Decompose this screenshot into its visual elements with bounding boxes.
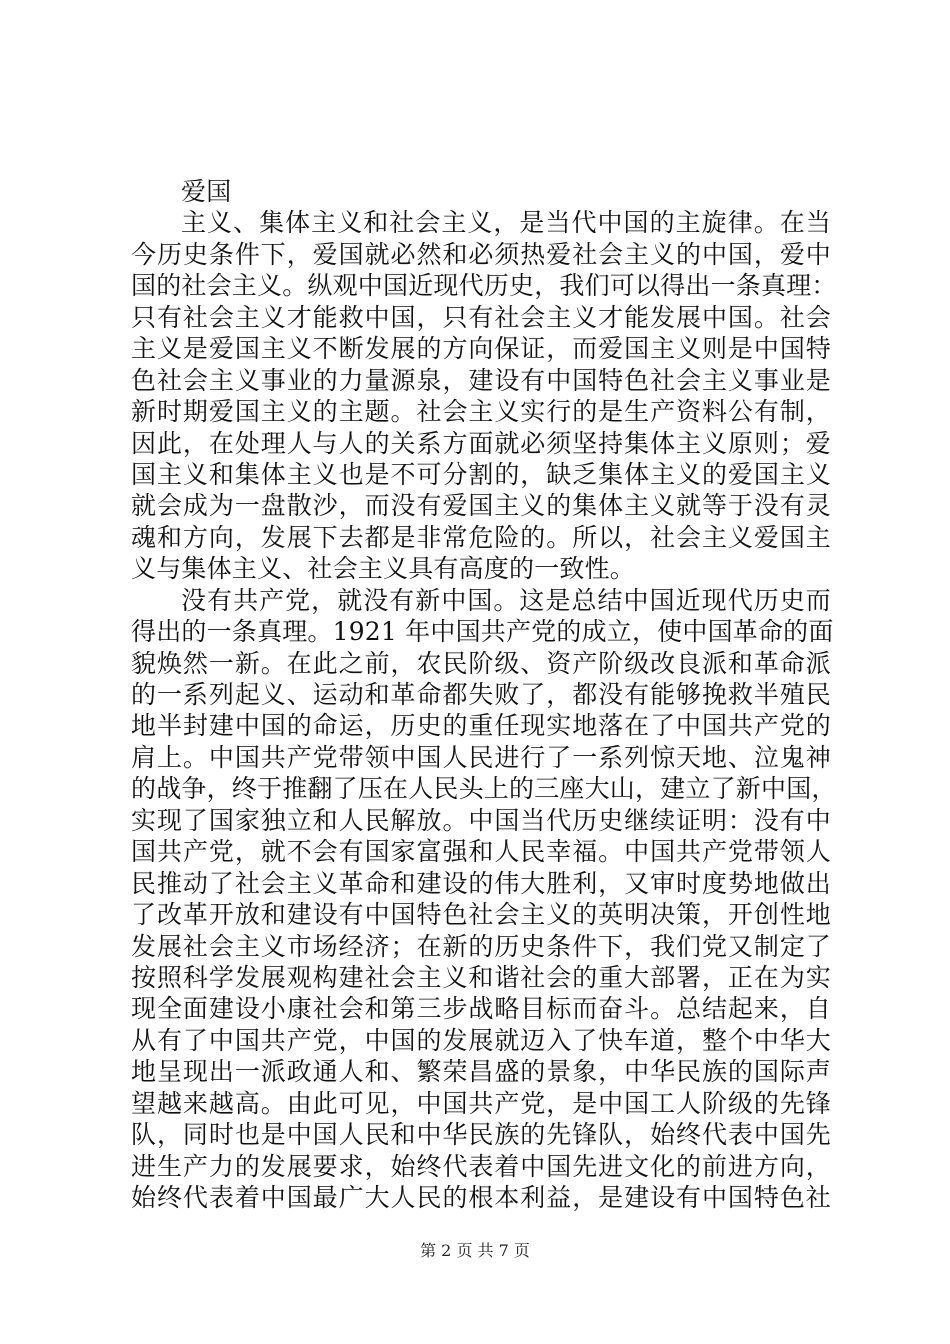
page-number-footer: 第 2 页 共 7 页 (420, 1241, 530, 1260)
text-line: 主义是爱国主义不断发展的方向保证，而爱国主义则是中国特 (131, 334, 831, 364)
text-line: 肩上。中国共产党带领中国人民进行了一系列惊天地、泣鬼神 (131, 742, 831, 772)
text-line: 国的社会主义。纵观中国近现代历史，我们可以得出一条真理： (131, 271, 837, 301)
text-line: 国共产党，就不会有国家富强和人民幸福。中国共产党带领人 (131, 837, 831, 867)
text-line: 按照科学发展观构建社会主义和谐社会的重大部署，正在为实 (131, 962, 831, 992)
text-line: 国主义和集体主义也是不可分割的，缺乏集体主义的爱国主义 (131, 459, 831, 489)
text-line: 新时期爱国主义的主题。社会主义实行的是生产资料公有制， (131, 397, 831, 427)
text-line: 始终代表着中国最广大人民的根本利益，是建设有中国特色社 (131, 1183, 831, 1212)
text-line: 得出的一条真理。1921 年中国共产党的成立，使中国革命的面 (131, 617, 834, 647)
body-text (131, 176, 837, 1213)
text-line: 魂和方向，发展下去都是非常危险的。所以，社会主义爱国主 (131, 522, 831, 552)
text-line: 地呈现出一派政通人和、繁荣昌盛的景象，中华民族的国际声 (131, 1057, 831, 1087)
text-line: 民推动了社会主义革命和建设的伟大胜利，又审时度势地做出 (131, 868, 831, 898)
text-line: 没有共产党，就没有新中国。这是总结中国近现代历史而 (181, 585, 831, 615)
text-line: 实现了国家独立和人民解放。中国当代历史继续证明：没有中 (131, 805, 831, 835)
text-line: 因此，在处理人与人的关系方面就必须坚持集体主义原则；爱 (131, 428, 831, 458)
text-line: 主义、集体主义和社会主义，是当代中国的主旋律。在当 (181, 208, 831, 238)
text-line: 发展社会主义市场经济；在新的历史条件下，我们党又制定了 (131, 931, 831, 961)
text-line: 地半封建中国的命运，历史的重任现实地落在了中国共产党的 (131, 711, 831, 741)
text-line: 就会成为一盘散沙，而没有爱国主义的集体主义就等于没有灵 (131, 491, 831, 521)
text-line: 现全面建设小康社会和第三步战略目标而奋斗。总结起来，自 (131, 994, 831, 1024)
text-line: 只有社会主义才能救中国，只有社会主义才能发展中国。社会 (131, 302, 831, 332)
text-line: 色社会主义事业的力量源泉，建设有中国特色社会主义事业是 (131, 365, 831, 395)
text-line: 的一系列起义、运动和革命都失败了，都没有能够挽救半殖民 (131, 680, 831, 709)
text-line: 的战争，终于推翻了压在人民头上的三座大山，建立了新中国， (131, 774, 837, 804)
text-line: 了改革开放和建设有中国特色社会主义的英明决策，开创性地 (131, 900, 831, 930)
text-line: 义与集体主义、社会主义具有高度的一致性。 (131, 554, 636, 584)
text-line: 望越来越高。由此可见，中国共产党，是中国工人阶级的先锋 (131, 1088, 831, 1118)
text-line: 爱国 (181, 177, 232, 206)
text-line: 貌焕然一新。在此之前，农民阶级、资产阶级改良派和革命派 (131, 648, 831, 678)
text-line: 从有了中国共产党，中国的发展就迈入了快车道，整个中华大 (131, 1025, 831, 1055)
text-line: 队，同时也是中国人民和中华民族的先锋队，始终代表中国先 (131, 1120, 831, 1150)
text-line: 今历史条件下，爱国就必然和必须热爱社会主义的中国，爱中 (131, 239, 831, 269)
text-line: 进生产力的发展要求，始终代表着中国先进文化的前进方向， (131, 1151, 831, 1181)
